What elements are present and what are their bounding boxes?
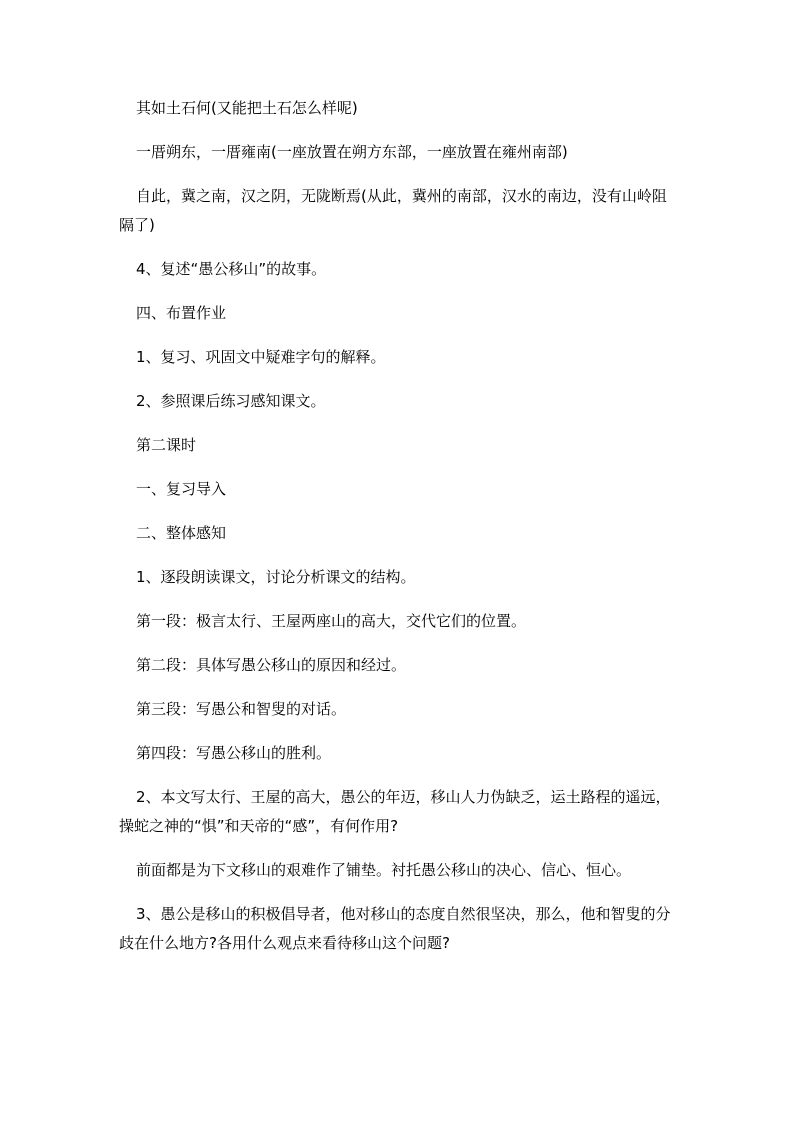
section-4-summary: 第四段：写愚公移山的胜利。	[136, 744, 332, 762]
section-1-summary: 第一段：极言太行、王屋两座山的高大，交代它们的位置。	[136, 612, 527, 630]
paragraph-retell-story: 4、复述“愚公移山”的故事。	[136, 260, 327, 278]
homework-item-2: 2、参照课后练习感知课文。	[136, 392, 326, 410]
homework-item-1: 1、复习、巩固文中疑难字句的解释。	[136, 348, 386, 366]
heading-overall-perception: 二、整体感知	[136, 524, 227, 542]
question-3: 3、愚公是移山的积极倡导者，他对移山的态度自然很坚决，那么，他和智叟的分歧在什么地方?各用什么观点来看待移山这个问题?	[119, 905, 671, 952]
section-3-summary: 第三段：写愚公和智叟的对话。	[136, 700, 347, 718]
answer-2: 前面都是为下文移山的艰难作了铺垫。衬托愚公移山的决心、信心、恒心。	[136, 861, 632, 879]
paragraph-translation-3: 自此，冀之南，汉之阴，无陇断焉(从此，冀州的南部，汉水的南边，没有山岭阻隔了)	[119, 187, 667, 234]
question-2: 2、本文写太行、王屋的高大，愚公的年迈，移山人力伪缺乏，运土路程的遥远，操蛇之神的“惧”和天帝的“感”，有何作用?	[119, 788, 671, 835]
heading-homework: 四、布置作业	[136, 304, 227, 322]
heading-review-intro: 一、复习导入	[136, 480, 227, 498]
heading-second-lesson: 第二课时	[136, 436, 197, 454]
paragraph-translation-1: 其如土石何(又能把土石怎么样呢)	[136, 99, 358, 117]
section-2-summary: 第二段：具体写愚公移山的原因和经过。	[136, 656, 407, 674]
paragraph-translation-2: 一厝朔东，一厝雍南(一座放置在朔方东部，一座放置在雍州南部)	[136, 143, 568, 161]
perception-item-1: 1、逐段朗读课文，讨论分析课文的结构。	[136, 568, 416, 586]
document-body	[119, 94, 675, 973]
